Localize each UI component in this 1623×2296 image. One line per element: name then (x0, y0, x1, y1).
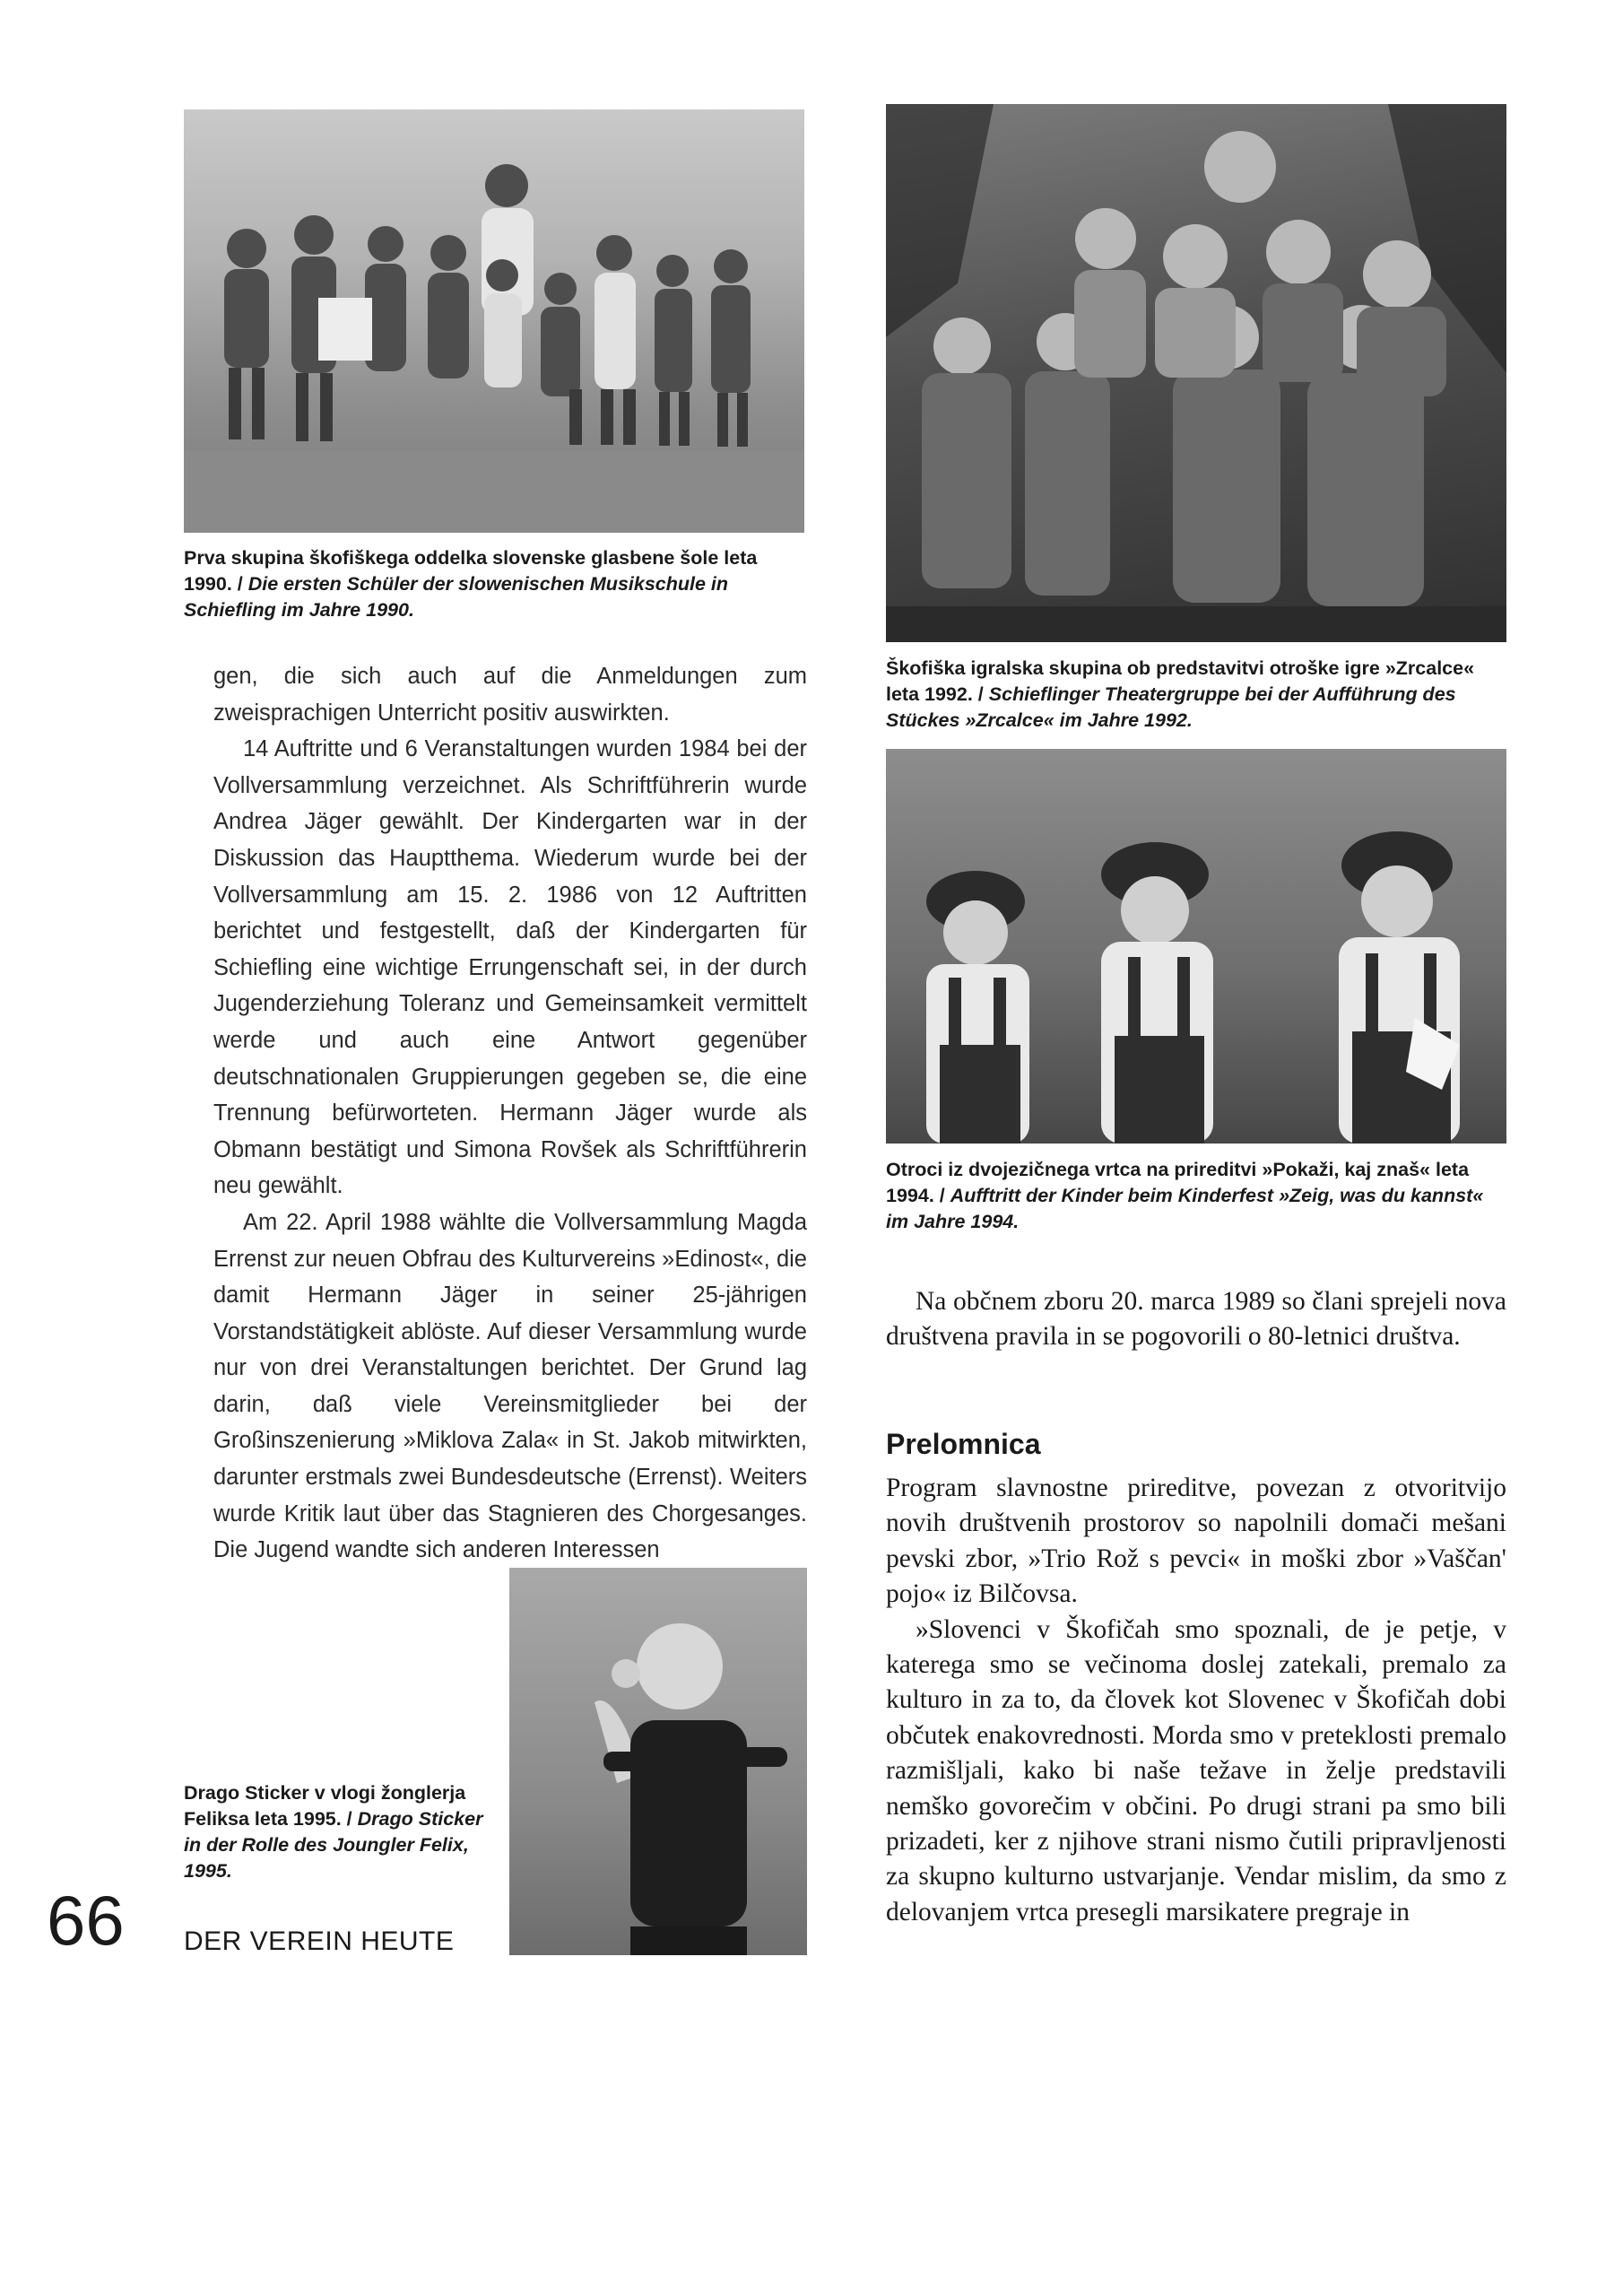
caption-german: Die ersten Schüler der slowenischen Musikschule in Schiefling im Jahre 1990. (184, 573, 729, 621)
caption-german: Aufftritt der Kinder beim Kinderfest »Zeig, was du kannst« im Jahre 1994. (886, 1185, 1484, 1232)
caption-slovene: Škofiška igralska skupina ob predstavitvi otroške igre »Zrcalce« leta 1992. / (886, 657, 1475, 705)
juggler-caption (184, 1780, 489, 1884)
caption-slovene: Otroci iz dvojezičnega vrtca na prireditvi »Pokaži, kaj znaš« leta 1994. / (886, 1159, 1470, 1206)
section-heading: Prelomnica (886, 1428, 1041, 1460)
music-school-group-illustration (184, 109, 804, 533)
music-school-group-photo (184, 109, 804, 533)
slovene-intro-paragraph: Na občnem zboru 20. marca 1989 so člani sprejeli nova društvena pravila in se pogovorili o 80-letnici društva. (886, 1287, 1506, 1352)
slovene-paragraph-2: »Slovenci v Škofičah smo spoznali, de je petje, v katerega smo se večinoma doslej zatekali, premalo za kulturo in za to, da človek kot Slovenec v Škofičah dobi občutek enakovrednosti. Morda smo v preteklosti premalo razmišljali, kako bi naše težave in želje predstavili nemško govorečim v občini. Po drugi strani pa smo bili prizadeti, ker z njihove strani nismo čutili pripravljenosti za skupno kulturno ustvarjanje. Vendar mislim, da smo z delovanjem vrtca presegli marsikatere pregraje in (886, 1614, 1506, 1926)
caption-slovene: Prva skupina škofiškega oddelka slovenske glasbene šole leta 1990. / (184, 547, 758, 595)
music-school-group-caption (184, 545, 804, 623)
juggler-illustration (509, 1568, 807, 1955)
german-paragraph-2: 14 Auftritte und 6 Veranstaltungen wurden 1984 bei der Vollversammlung verzeichnet. Als Schriftführerin wurde Andrea Jäger gewählt. Der Kindergarten war in der Diskussion das Hauptthema. Wiederum wurde bei der Vollversammlung am 15. 2. 1986 von 12 Auftritten berichtet und festgestellt, daß der Kindergarten für Schiefling eine wichtige Errungenschaft sei, in der durch Jugenderziehung Toleranz und Gemeinsamkeit vermittelt werde und auch eine Antwort gegenüber deutschnationalen Gruppierungen gegeben se, die eine Trennung befürworteten. Hermann Jäger wurde als Obmann bestätigt und Simona Rovšek als Schriftführerin neu gewählt. (213, 736, 807, 1199)
page-number: 66 (47, 1881, 125, 1960)
slovene-article-text (886, 1471, 1506, 1930)
theatre-group-illustration (886, 104, 1506, 642)
juggler-photo (509, 1568, 807, 1955)
kindergarten-children-photo (886, 749, 1506, 1144)
slovene-intro-text (886, 1284, 1506, 1355)
slovene-paragraph-1: Program slavnostne prireditve, povezan z otvoritvijo novih društvenih prostorov so napolnili domači mešani pevski zbor, »Trio Rož s pevci« in moški zbor »Vaščan' pojo« iz Bilčovsa. (886, 1474, 1506, 1609)
german-paragraph-3: Am 22. April 1988 wählte die Vollversammlung Magda Errenst zur neuen Obfrau des Kulturvereins »Edinost«, die damit Hermann Jäger in seiner 25-jährigen Vorstandstätigkeit ablöste. Auf dieser Versammlung wurde nur von drei Veranstaltungen berichtet. Der Grund lag darin, daß viele Vereinsmitglieder bei der Großinszenierung »Miklova Zala« in St. Jakob mitwirkten, darunter erstmals zwei Bundesdeutsche (Errenst). Weiters wurde Kritik laut über das Stagnieren des Chorgesanges. Die Jugend wandte sich anderen Interessen (213, 1209, 807, 1563)
caption-slovene: Drago Sticker v vlogi žonglerja Feliksa leta 1995. / (184, 1782, 466, 1830)
theatre-group-caption (886, 656, 1506, 734)
running-title: DER VEREIN HEUTE (184, 1926, 455, 1956)
kindergarten-children-illustration (886, 749, 1506, 1144)
caption-german: Drago Sticker in der Rolle des Joungler Felix, 1995. (184, 1808, 483, 1882)
caption-german: Schieflinger Theatergruppe bei der Aufführung des Stückes »Zrcalce« im Jahre 1992. (886, 683, 1456, 731)
german-paragraph-1: gen, die sich auch auf die Anmeldungen zum zweisprachigen Unterricht positiv auswirkten. (213, 664, 807, 726)
kindergarten-children-caption (886, 1157, 1506, 1235)
theatre-group-photo (886, 104, 1506, 642)
german-article-text (213, 658, 807, 1569)
